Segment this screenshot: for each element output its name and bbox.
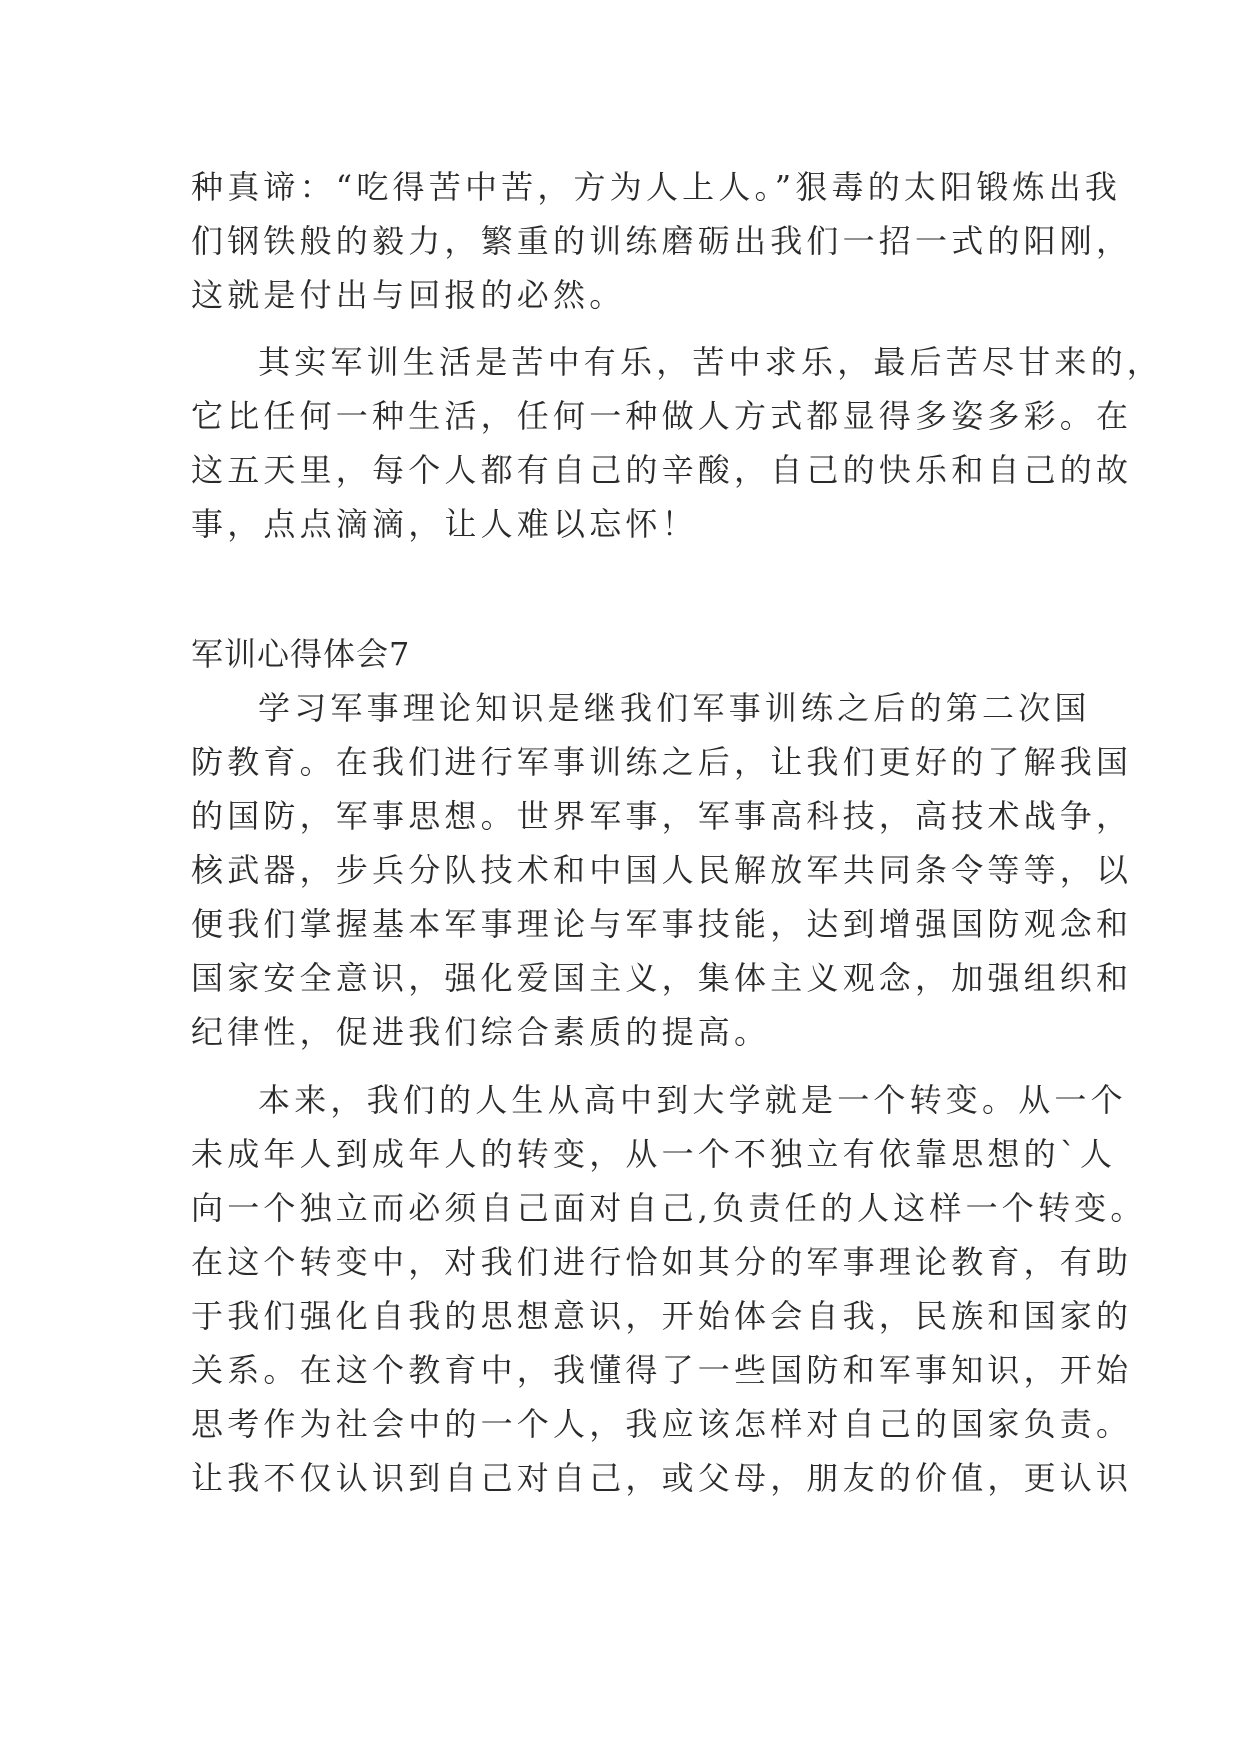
text-line: 防教育。在我们进行军事训练之后，让我们更好的了解我国: [191, 743, 1133, 781]
text-line: 这就是付出与回报的必然。: [191, 276, 626, 314]
paragraph-first-line: 其实军训生活是苦中有乐，苦中求乐，最后苦尽甘来的，: [258, 343, 1164, 381]
text-line: 的国防，军事思想。世界军事，军事高科技，高技术战争，: [191, 797, 1133, 835]
text-line: 纪律性，促进我们综合素质的提高。: [191, 1013, 771, 1051]
text-line: 国家安全意识，强化爱国主义，集体主义观念，加强组织和: [191, 959, 1133, 997]
text-line: 思考作为社会中的一个人，我应该怎样对自己的国家负责。: [191, 1405, 1133, 1443]
text-line: 向一个独立而必须自己面对自己,负责任的人这样一个转变。: [191, 1189, 1147, 1227]
text-line: 这五天里，每个人都有自己的辛酸，自己的快乐和自己的故: [191, 451, 1133, 489]
paragraph-first-line: 学习军事理论知识是继我们军事训练之后的第二次国: [258, 689, 1091, 727]
section-heading: 军训心得体会7: [191, 635, 411, 673]
text-line: 们钢铁般的毅力，繁重的训练磨砺出我们一招一式的阳刚，: [191, 222, 1133, 260]
text-line: 让我不仅认识到自己对自己，或父母，朋友的价值，更认识: [191, 1459, 1133, 1497]
text-line: 种真谛：“吃得苦中苦，方为人上人。”狠毒的太阳锻炼出我: [191, 168, 1122, 206]
text-line: 核武器，步兵分队技术和中国人民解放军共同条令等等，以: [191, 851, 1133, 889]
text-line: 于我们强化自我的思想意识，开始体会自我，民族和国家的: [191, 1297, 1133, 1335]
text-line: 它比任何一种生活，任何一种做人方式都显得多姿多彩。在: [191, 397, 1133, 435]
text-line: 在这个转变中，对我们进行恰如其分的军事理论教育，有助: [191, 1243, 1133, 1281]
text-line: 事，点点滴滴，让人难以忘怀！: [191, 505, 698, 543]
text-line: 未成年人到成年人的转变，从一个不独立有依靠思想的`人: [191, 1135, 1117, 1173]
text-line: 便我们掌握基本军事理论与军事技能，达到增强国防观念和: [191, 905, 1133, 943]
paragraph-first-line: 本来，我们的人生从高中到大学就是一个转变。从一个: [258, 1081, 1127, 1119]
text-line: 关系。在这个教育中，我懂得了一些国防和军事知识，开始: [191, 1351, 1133, 1389]
